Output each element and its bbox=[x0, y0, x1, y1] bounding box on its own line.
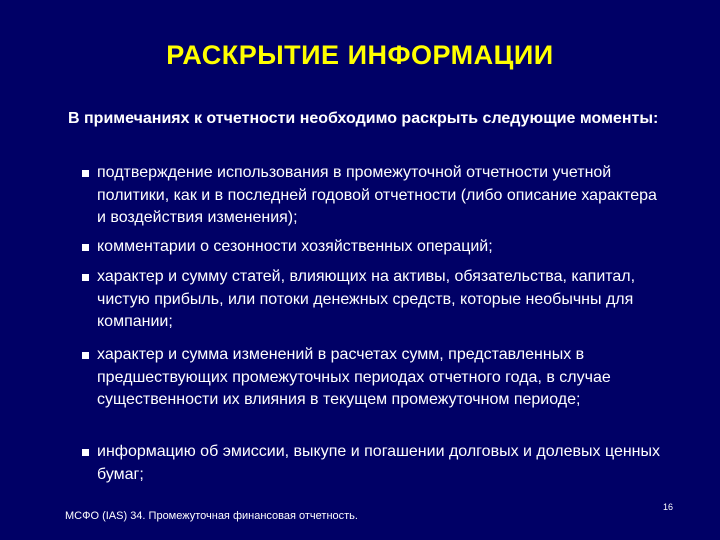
page-number: 16 bbox=[663, 502, 674, 512]
list-item bbox=[80, 236, 660, 259]
square-bullet-icon bbox=[82, 352, 89, 359]
list-item-text: подтверждение использования в промежуточной отчетности учетной политики, как и в последней годовой отчетности (либо описание характера и воздействия изменения); bbox=[97, 164, 657, 226]
list-item-text: комментарии о сезонности хозяйственных операций; bbox=[97, 238, 493, 255]
square-bullet-icon bbox=[82, 244, 89, 251]
list-item-text: информацию об эмиссии, выкупе и погашении долговых и долевых ценных бумаг; bbox=[97, 443, 661, 483]
square-bullet-icon bbox=[82, 449, 89, 456]
footer-caption: МСФО (IAS) 34. Промежуточная финансовая отчетность. bbox=[65, 510, 358, 522]
list-item bbox=[80, 441, 660, 486]
list-item bbox=[80, 344, 660, 412]
square-bullet-icon bbox=[82, 170, 89, 177]
list-item bbox=[80, 266, 660, 334]
square-bullet-icon bbox=[82, 274, 89, 281]
intro-text: В примечаниях к отчетности необходимо раскрыть следующие моменты: bbox=[68, 110, 659, 127]
slide-title: РАСКРЫТИЕ ИНФОРМАЦИИ bbox=[166, 40, 554, 70]
list-item bbox=[80, 162, 660, 230]
list-item-text: характер и сумма изменений в расчетах сумм, представленных в предшествующих промежуточных периодах отчетного года, в случае существенности их влияния в текущем промежуточном периоде; bbox=[97, 346, 611, 408]
list-item-text: характер и сумму статей, влияющих на активы, обязательства, капитал, чистую прибыль, или потоки денежных средств, которые необычны для компании; bbox=[97, 268, 636, 330]
